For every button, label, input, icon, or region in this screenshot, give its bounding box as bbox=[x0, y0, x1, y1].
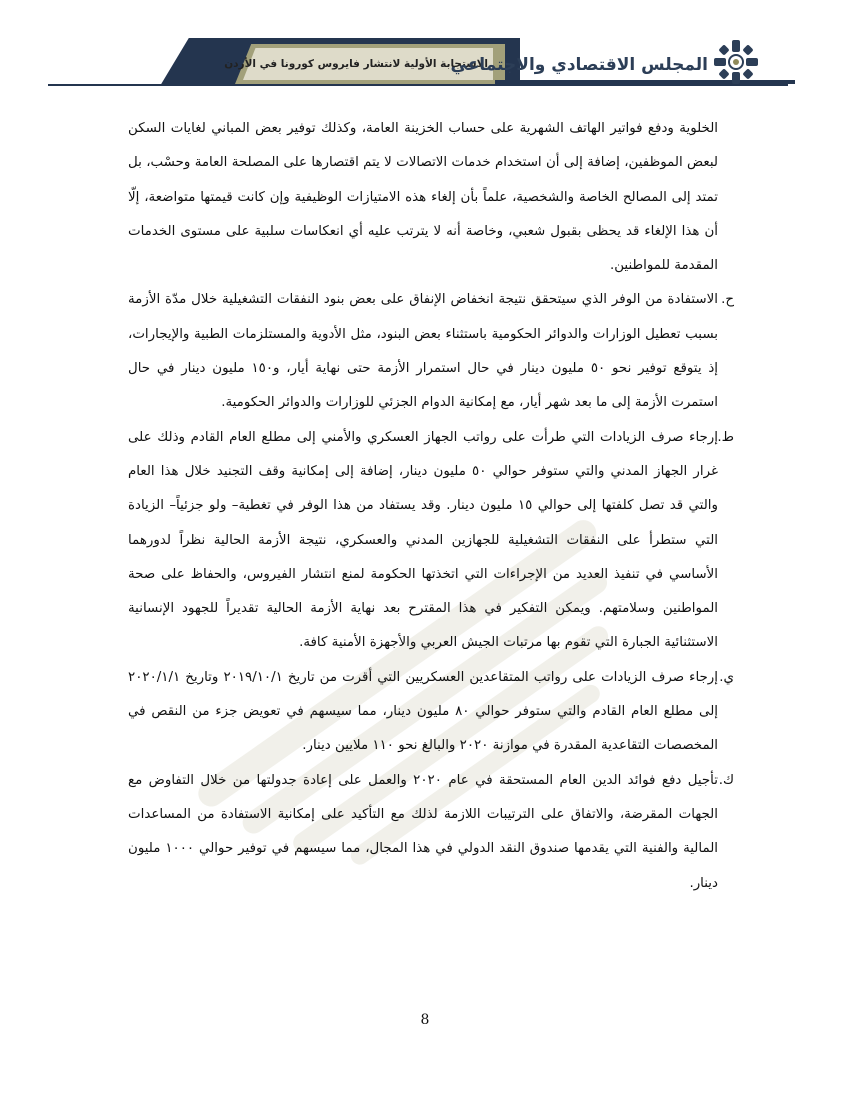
list-item bbox=[128, 764, 734, 901]
document-body bbox=[128, 112, 734, 901]
header-subtitle: الاستجابة الأولية لانتشار فايروس كورونا في الأردن bbox=[224, 58, 488, 70]
council-logo-icon bbox=[712, 38, 760, 86]
list-item-text: تأجيل دفع فوائد الدين العام المستحقة في عام ٢٠٢٠ والعمل على إعادة جدولتها من خلال التفاوض مع الجهات المقرضة، والاتفاق على الترتيبات اللازمة لذلك مع التأكيد على إمكانية الاستفادة من المساعدات المالية والفنية التي يقدمها صندوق النقد الدولي في هذا المجال، مما سيسهم في توفير حوالي ١٠٠٠ مليون دينار. bbox=[128, 772, 719, 891]
list-item-marker: ك. bbox=[718, 772, 734, 788]
list-item bbox=[128, 283, 734, 420]
list-item bbox=[128, 661, 734, 764]
page-number: 8 bbox=[420, 1012, 430, 1028]
continuation-paragraph: الخلوية ودفع فواتير الهاتف الشهرية على حساب الخزينة العامة، وكذلك توفير بعض المباني لغايات السكن لبعض الموظفين، إضافة إلى أن استخدام خدمات الاتصالات لا يتم اقتصارها على المصلحة العامة وحسْب، بل تمتد إلى المصالح الخاصة والشخصية، علماً بأن إلغاء هذه الامتيازات الوظيفية وإن كانت قيمتها متواضعة، إلّا أن هذا الإلغاء قد يحظى بقبول شعبي، وخاصة أنه لا يترتب عليه أي انعكاسات سلبية على مستوى الخدمات المقدمة للمواطنين. bbox=[128, 121, 718, 274]
list-item-text: الاستفادة من الوفر الذي سيتحقق نتيجة انخفاض الإنفاق على بعض بنود النفقات التشغيلية خلال مدّة الأزمة بسبب تعطيل الوزارات والدوائر الحكومية باستثناء بعض البنود، مثل الأدوية والمستلزمات الطبية والإيجارات، إذ يتوقع توفير نحو ٥٠ مليون دينار في حال استمرار الأزمة حتى نهاية أيار، و١٥٠ مليون دينار في حال استمرت الأزمة إلى ما بعد شهر أيار، مع إمكانية الدوام الجزئي للوزارات والدوائر الحكومية. bbox=[128, 292, 719, 411]
list-item-marker: ط. bbox=[717, 429, 734, 445]
list-item bbox=[128, 421, 734, 661]
header-rule bbox=[48, 84, 788, 86]
list-item-marker: ي. bbox=[719, 669, 734, 685]
organization-name: المجلس الاقتصادي والاجتماعي bbox=[450, 55, 708, 75]
list-item-text: إرجاء صرف الزيادات التي طرأت على رواتب الجهاز العسكري والأمني إلى مطلع العام القادم وذلك على غرار الجهاز المدني والتي ستوفر حوالي ٥٠ مليون دينار، إضافة إلى إمكانية وقف التجنيد خلال هذا العام والتي قد تصل كلفتها إلى حوالي ١٥ مليون دينار. وقد يستفاد من هذا الوفر في تغطية– ولو جزئياً– الزيادة التي ستطرأ على النفقات التشغيلية للجهازين المدني والعسكري، نتيجة الأزمة الحالية نظراً لدورهما الأساسي في تنفيذ العديد من الإجراءات التي اتخذتها الحكومة لمنع انتشار الفيروس، والحفاظ على صحة المواطنين وسلامتهم. ويمكن التفكير في هذا المقترح بعد نهاية الأزمة الحالية تقديراً للجهود الإنسانية الاستثنائية الجبارة التي تقوم بها مرتبات الجيش العربي والأجهزة الأمنية كافة. bbox=[128, 429, 718, 651]
page-header bbox=[0, 0, 850, 100]
list-item-text: إرجاء صرف الزيادات على رواتب المتقاعدين العسكريين التي أقرت من تاريخ ٢٠١٩/١٠/١ وتاريخ ٢٠٢٠/١/١ إلى مطلع العام القادم والتي ستوفر حوالي ٨٠ مليون دينار، مما سيسهم في تعويض جزء من النقص في المخصصات التقاعدية المقدرة في موازنة ٢٠٢٠ والبالغ نحو ١١٠ ملايين دينار. bbox=[128, 669, 718, 754]
list-item-marker: ح. bbox=[721, 292, 734, 308]
